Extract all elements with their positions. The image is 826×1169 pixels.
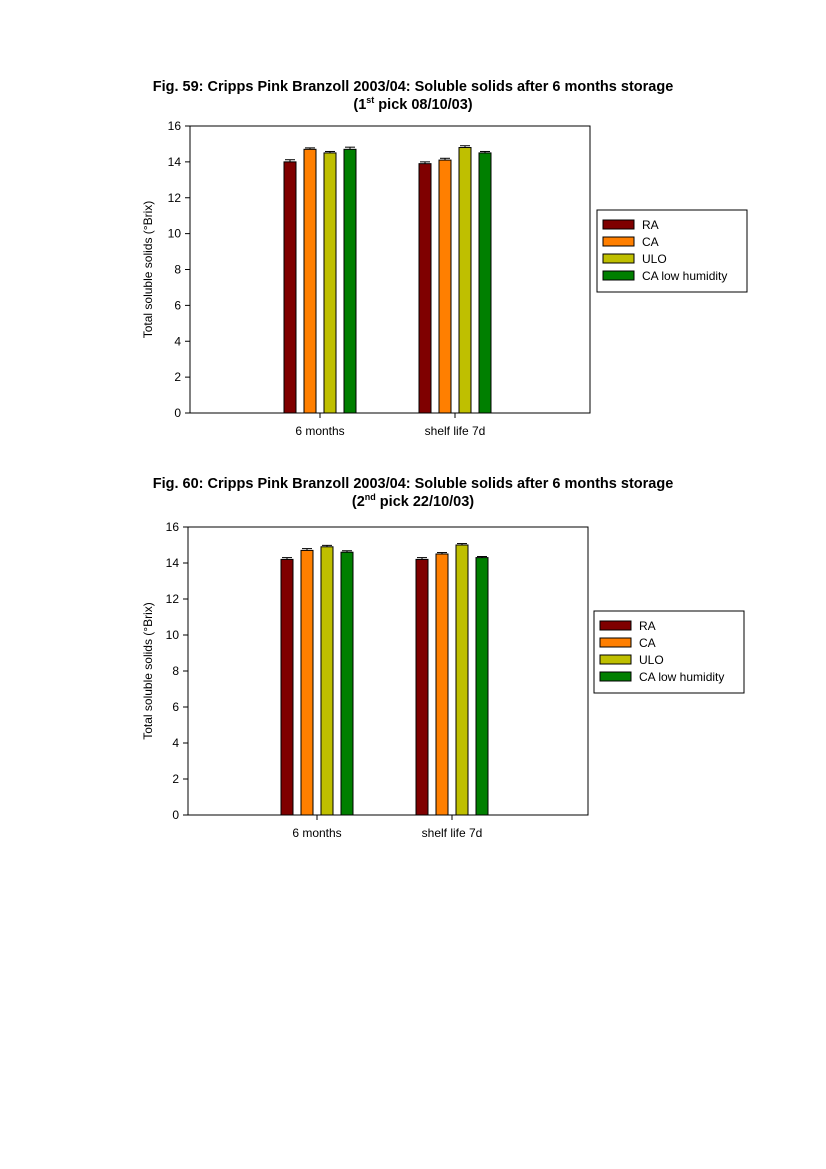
y-axis-label: Total soluble solids (°Brix) xyxy=(141,200,155,339)
bar xyxy=(301,550,313,815)
y-tick-label: 16 xyxy=(167,119,181,133)
chart-title-line1: Fig. 59: Cripps Pink Branzoll 2003/04: Soluble solids after 6 months storage xyxy=(152,79,674,95)
y-tick-label: 16 xyxy=(165,520,179,534)
x-tick-label: 6 months xyxy=(295,424,345,438)
legend-swatch xyxy=(603,254,634,263)
y-tick-label: 8 xyxy=(172,664,179,678)
legend-swatch xyxy=(603,271,634,280)
y-tick-label: 6 xyxy=(172,700,179,714)
bar xyxy=(479,153,491,413)
bar xyxy=(304,149,316,413)
bar xyxy=(476,558,488,815)
chart-59 xyxy=(0,115,826,455)
legend-swatch xyxy=(600,621,631,630)
chart-title xyxy=(0,78,826,114)
bar xyxy=(459,148,471,413)
legend-label: CA low humidity xyxy=(642,269,728,283)
y-tick-label: 6 xyxy=(174,298,181,313)
legend-swatch xyxy=(600,638,631,647)
bar xyxy=(436,554,448,815)
y-tick-label: 4 xyxy=(174,334,181,349)
chart-title xyxy=(0,475,826,511)
legend-swatch xyxy=(600,672,631,681)
legend-label: ULO xyxy=(639,653,664,667)
legend-label: CA xyxy=(642,235,659,249)
y-tick-label: 2 xyxy=(172,772,179,786)
chart-title-line2: (1st pick 08/10/03) xyxy=(353,95,473,113)
legend-swatch xyxy=(603,237,634,246)
bar xyxy=(419,164,431,413)
legend-swatch xyxy=(603,220,634,229)
y-tick-label: 4 xyxy=(172,736,179,750)
chart-title-line2: (2nd pick 22/10/03) xyxy=(351,492,475,510)
bar xyxy=(281,559,293,815)
bar xyxy=(456,545,468,815)
y-axis-label: Total soluble solids (°Brix) xyxy=(141,602,155,740)
y-tick-label: 0 xyxy=(172,808,179,822)
y-tick-label: 12 xyxy=(167,190,181,205)
bar xyxy=(321,547,333,815)
chart-title-line1: Fig. 60: Cripps Pink Branzoll 2003/04: Soluble solids after 6 months storage xyxy=(152,476,674,492)
x-tick-label: shelf life 7d xyxy=(424,424,486,438)
y-tick-label: 0 xyxy=(174,406,181,420)
y-tick-label: 10 xyxy=(167,226,181,241)
legend-label: CA low humidity xyxy=(639,670,725,684)
legend-label: RA xyxy=(642,218,659,232)
legend-label: RA xyxy=(639,619,656,633)
y-tick-label: 14 xyxy=(165,556,179,570)
bar xyxy=(416,559,428,815)
bar xyxy=(439,160,451,413)
y-tick-label: 2 xyxy=(174,370,181,385)
chart-60 xyxy=(0,517,826,857)
x-tick-label: shelf life 7d xyxy=(421,826,483,840)
y-tick-label: 8 xyxy=(174,262,181,277)
bar xyxy=(341,552,353,815)
y-tick-label: 12 xyxy=(165,592,179,606)
legend-label: CA xyxy=(639,636,656,650)
x-tick-label: 6 months xyxy=(292,826,342,840)
plot-frame xyxy=(188,527,588,815)
legend-label: ULO xyxy=(642,252,667,266)
y-tick-label: 10 xyxy=(165,628,179,642)
bar xyxy=(344,149,356,413)
plot-frame xyxy=(190,126,590,413)
bar xyxy=(284,162,296,413)
legend-swatch xyxy=(600,655,631,664)
bar xyxy=(324,153,336,413)
y-tick-label: 14 xyxy=(167,154,181,169)
